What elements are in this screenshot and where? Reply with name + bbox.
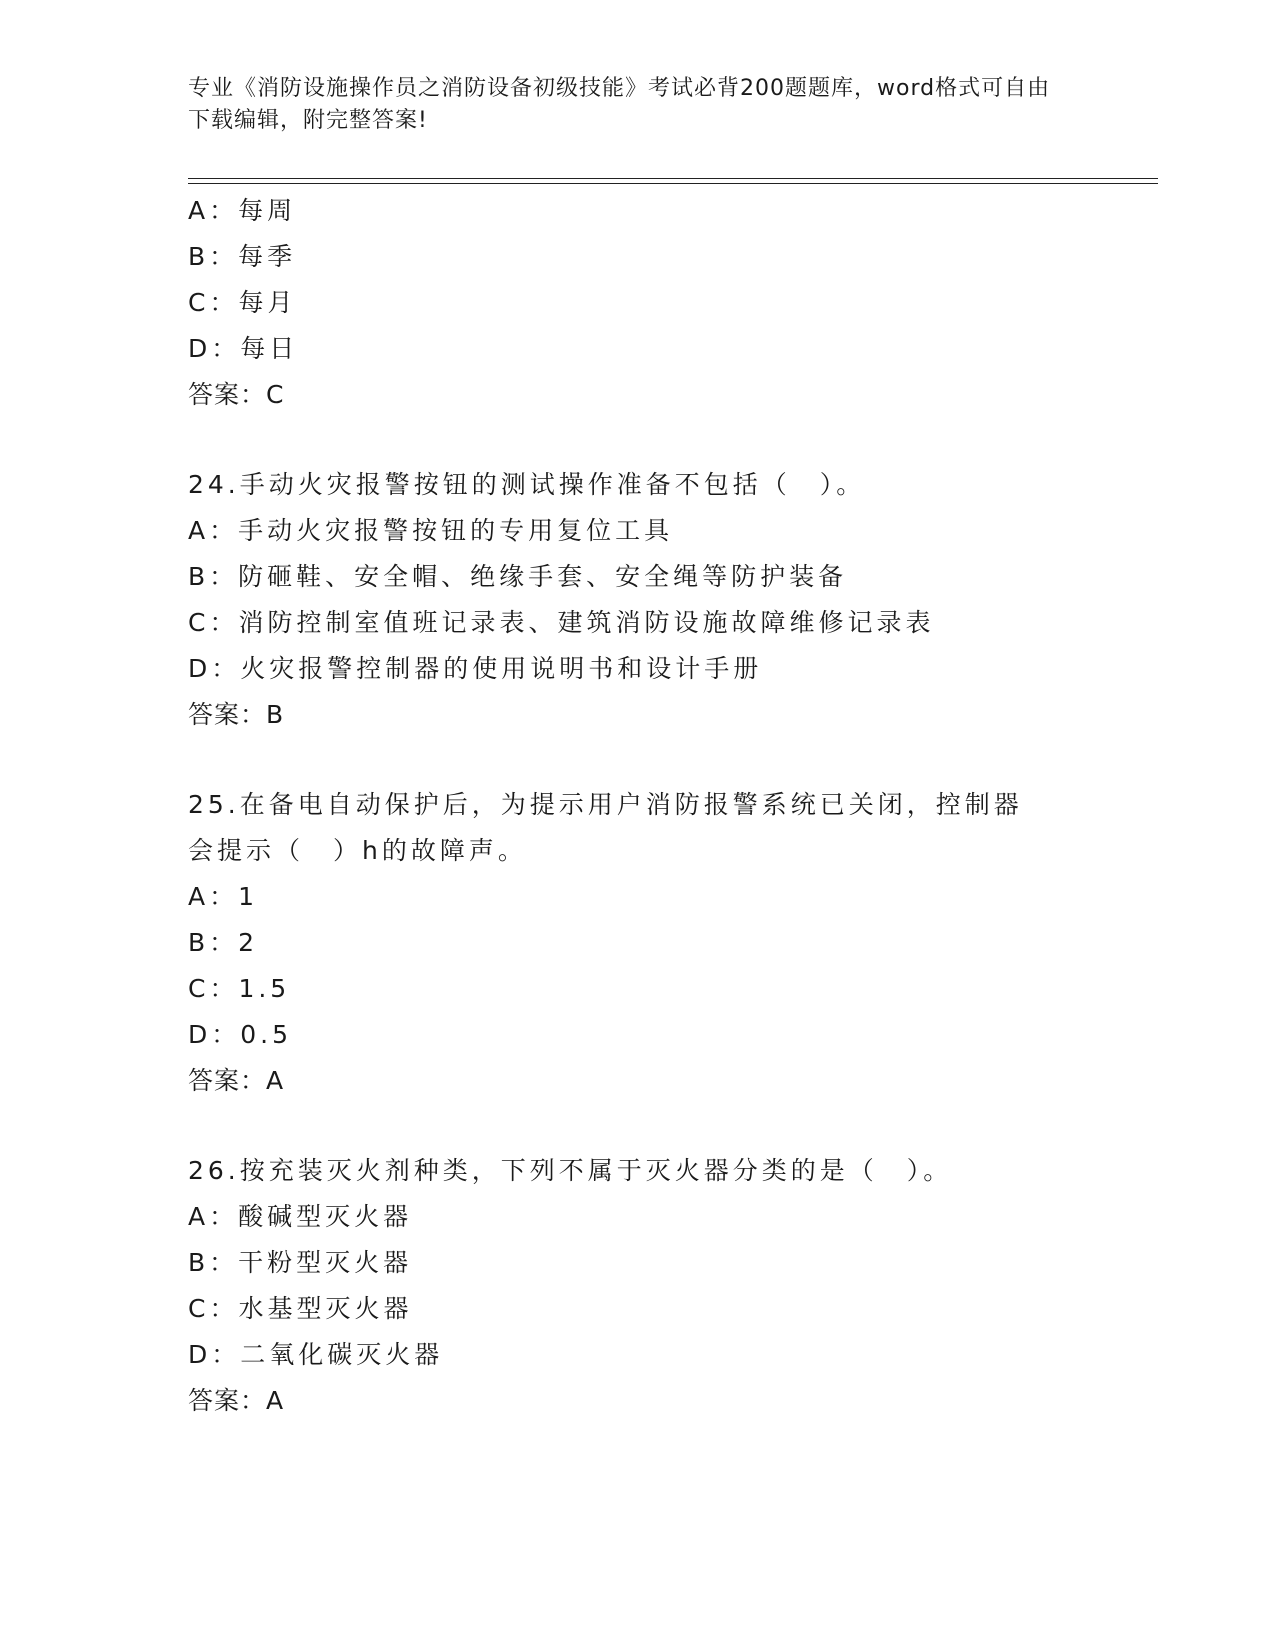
answer-line (188, 372, 1158, 418)
option-c: C：每月 (188, 288, 297, 317)
question-26 (188, 1148, 1158, 1424)
answer-label: 答案： (188, 1066, 267, 1095)
option-d: D：0.5 (188, 1020, 293, 1049)
header-rule-top (188, 178, 1158, 179)
answer-label: 答案： (188, 700, 267, 729)
answer-line (188, 1058, 1158, 1104)
answer-line (188, 1378, 1158, 1424)
question-stem: 24.手动火灾报警按钮的测试操作准备不包括（ ）。 (188, 470, 866, 499)
option-d: D：火灾报警控制器的使用说明书和设计手册 (188, 654, 763, 683)
document-header: 专业《消防设施操作员之消防设备初级技能》考试必背200题题库，word格式可自由下载编辑，附完整答案! (188, 76, 1051, 133)
answer-value: A (266, 1386, 285, 1415)
option-c: C：消防控制室值班记录表、建筑消防设施故障维修记录表 (188, 608, 935, 637)
question-25 (188, 782, 1158, 1104)
answer-label: 答案： (188, 380, 267, 409)
answer-label: 答案： (188, 1386, 267, 1415)
option-c: C：水基型灭火器 (188, 1294, 413, 1323)
question-stem: 25.在备电自动保护后，为提示用户消防报警系统已关闭，控制器会提示（ ）h的故障声。 (188, 790, 1023, 865)
question-list (188, 188, 1158, 1424)
option-d: D：每日 (188, 334, 299, 363)
answer-value: C (266, 380, 285, 409)
question-23-continued (188, 188, 1158, 418)
option-b: B：防砸鞋、安全帽、绝缘手套、安全绳等防护装备 (188, 562, 848, 591)
option-a: A：酸碱型灭火器 (188, 1202, 413, 1231)
answer-value: B (266, 700, 285, 729)
option-b: B：每季 (188, 242, 297, 271)
option-b: B：干粉型灭火器 (188, 1248, 413, 1277)
answer-value: A (266, 1066, 285, 1095)
option-b: B：2 (188, 928, 259, 957)
option-d: D：二氧化碳灭火器 (188, 1340, 444, 1369)
answer-line (188, 692, 1158, 738)
question-stem: 26.按充装灭火剂种类，下列不属于灭火器分类的是（ ）。 (188, 1156, 953, 1185)
option-c: C：1.5 (188, 974, 291, 1003)
option-a: A：每周 (188, 196, 297, 225)
header-rule-bottom (188, 183, 1158, 184)
option-a: A：手动火灾报警按钮的专用复位工具 (188, 516, 674, 545)
question-24 (188, 462, 1158, 738)
option-a: A：1 (188, 882, 259, 911)
